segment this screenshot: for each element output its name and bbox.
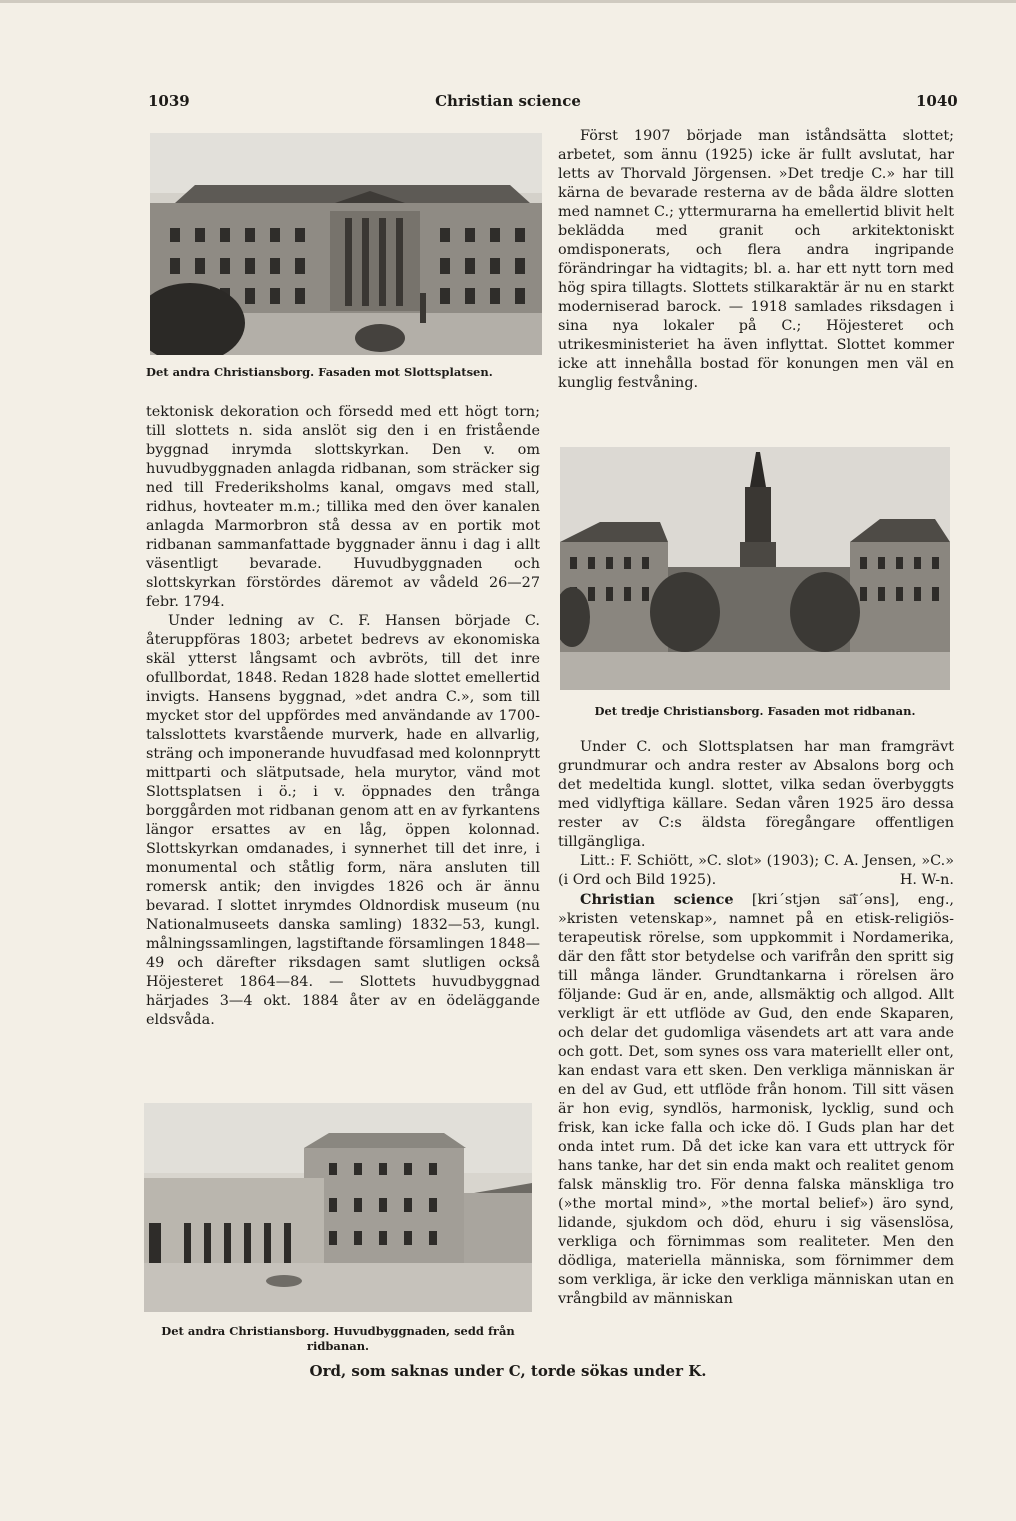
photo-christiansborg-2-slottsplatsen bbox=[150, 133, 542, 355]
entry-christian-science bbox=[558, 890, 954, 1309]
right-paragraph-3 bbox=[558, 852, 954, 890]
left-column bbox=[146, 403, 540, 1030]
left-paragraph-2: Under ledning av C. F. Hansen började C. återuppföras 1803; arbetet bedrevs av ekonomiska skäl ytterst långsamt och avbröts, till det inre ofullbordat, 1848. Redan 1828 hade slottet emellertid invigts. Hansens byggnad, »det andra C.», som till mycket stor del uppfördes med användande av 1700-talsslottets kvarstående murverk, hade en allvarlig, sträng och imponerande huvudfasad med kolonnprytt mittparti och slätputsade, hela murytor, vänd mot Slottsplatsen i ö.; i v. öppnades den trånga borggården mot ridbanan genom att en av fyrkantens längor ersattes av en låg, öppen kolonnad. Slottskyrkan omdanades, i synnerhet till det inre, i monumental och ståtlig form, nära ansluten till romersk antik; den invigdes 1826 och är ännu bevarad. I slottet inrymdes Oldnordisk museum (nu Nationalmuseets danska samling) 1832—53, kungl. målningssamlingen, lagstiftande församlingen 1848—49 och därefter riksdagen samt slutligen också Höjesteret 1864—84. — Slottets huvudbyggnad härjades 3—4 okt. 1884 åter av en ödeläggande eldsvåda. bbox=[146, 613, 541, 1028]
right-paragraph-1: Först 1907 började man iståndsätta slottet; arbetet, som ännu (1925) icke är fullt avslutat, har letts av Thorvald Jörgensen. »Det tredje C.» har till kärna de bevarade resterna av de båda äldre slotten med namnet C.; yttermurarna ha emellertid blivit helt beklädda med granit och arkitektoniskt omdisponerats, och flera andra ingripande förändringar ha vidtagits; bl. a. har ett nytt torn med hög spira tillagts. Slottets stilkaraktär är nu en starkt moderniserad barock. — 1918 samlades riksdagen i sina nya lokaler på C.; Höjesteret och utrikesministeriet ha även inflyttat. Slottet kommer icke att innehålla bostad för konungen men väl en kunglig festvåning. bbox=[558, 128, 954, 391]
photo-christiansborg-2-ridbanan bbox=[144, 1103, 532, 1312]
photo-christiansborg-3-ridbanan bbox=[560, 447, 950, 690]
page-number-left: 1039 bbox=[148, 92, 190, 110]
author-signature: H. W-n. bbox=[899, 872, 954, 888]
left-paragraph-1: tektonisk dekoration och försedd med ett högt torn; till slottets n. sida anslöt sig den i en fristående byggnad inrymda slottskyrkan. Den v. om huvudbyggnaden anlagda ridbanan, som sträcker sig ned till Frederiksholms kanal, omgavs med stall, ridhus, hovteater m.m.; tillika med den över kanalen anlagda Marmorbron stå dessa av en portik mot ridbanan sammanfattade byggnader ännu i dag i allt väsentligt bevarade. Huvudbyggnaden och slottskyrkan förstördes däremot av vådeld 26—27 febr. 1794. bbox=[146, 404, 540, 610]
page-number-right: 1040 bbox=[916, 92, 958, 110]
figure-1-caption: Det andra Christiansborg. Fasaden mot Slottsplatsen. bbox=[146, 365, 493, 379]
page-top-edge bbox=[0, 0, 1016, 3]
entry-body: [kri´stjən sa͞i´əns], eng., »kristen vetenskap», namnet på en etisk-religiös-terapeutisk rörelse, som uppkommit i Nordamerika, där den fått stor betydelse och varifrån den spritt sig till många länder. Grundtankarna i rörelsen äro följande: Gud är en, ande, allsmäktig och allgod. Allt verkligt är ett utflöde av Gud, den ende Skaparen, och delar det gudomliga väsendets art att vara ande och gott. Det, som synes oss vara materiellt eller ont, kan endast vara ett sken. Den verkliga människan är en del av Gud, ett utflöde från honom. Till sitt väsen är hon evig, syndlös, harmonisk, lycklig, sund och frisk, kan icke falla och icke dö. I Guds plan har det onda intet rum. Då det icke kan vara ett uttryck för hans tanke, har det sin enda makt och realitet genom falsk mänsklig tro. För denna falska mänskliga tro (»the mortal mind», »the mortal belief») äro synd, lidande, sjukdom och död, ehuru i sig väsenslösa, verkliga och förnimmas som realiteter. Men den dödliga, materiella människa, som förnimmer dem som verkliga, är icke den verkliga människan utan en vrångbild av människan bbox=[558, 892, 954, 1307]
right-column-bottom bbox=[558, 738, 954, 1309]
figure-2-caption: Det andra Christiansborg. Huvudbyggnaden, sedd från ridbanan. bbox=[161, 1324, 515, 1353]
running-title: Christian science bbox=[435, 92, 581, 110]
right-column-top bbox=[558, 127, 954, 393]
entry-headword: Christian science bbox=[580, 891, 734, 908]
literature-reference: Litt.: F. Schiött, »C. slot» (1903); C. A. Jensen, »C.» (i Ord och Bild 1925). bbox=[558, 853, 954, 888]
page-footer-note: Ord, som saknas under C, torde sökas under K. bbox=[309, 1362, 707, 1380]
right-paragraph-2: Under C. och Slottsplatsen har man framgrävt grundmurar och andra rester av Absalons borg och det medeltida kungl. slottet, vilka sedan överbyggts med vidlyftiga källare. Sedan våren 1925 äro dessa rester av C:s äldsta föregångare offentligen tillgängliga. bbox=[558, 739, 954, 850]
figure-3-caption: Det tredje Christiansborg. Fasaden mot ridbanan. bbox=[594, 704, 916, 718]
